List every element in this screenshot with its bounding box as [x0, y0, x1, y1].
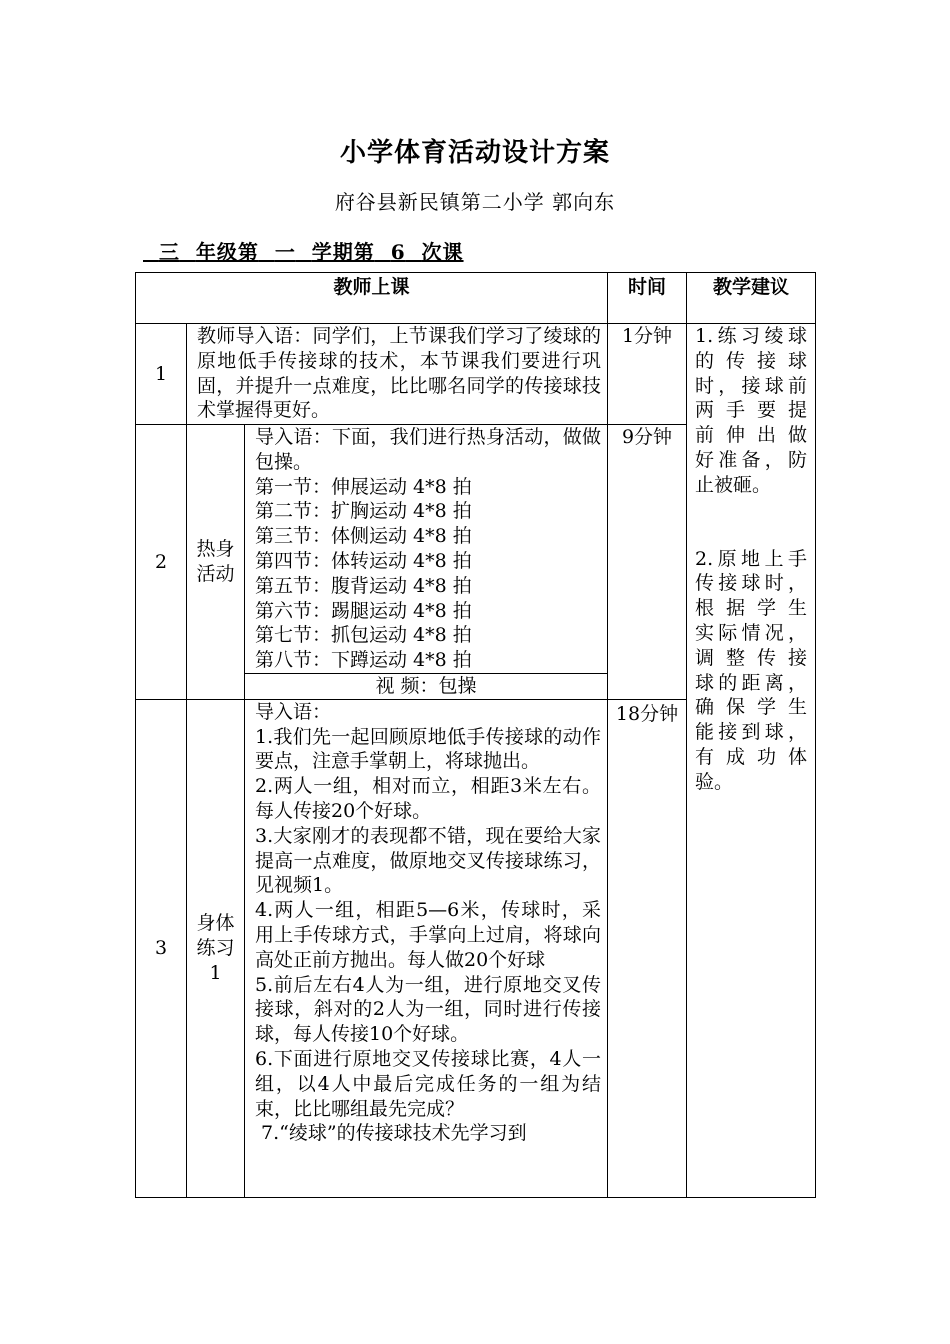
author-line: 府谷县新民镇第二小学 郭向东 [334, 190, 616, 214]
term-value: 一 [274, 240, 296, 264]
advice-line: 传接球时， [695, 572, 807, 595]
list-item: 第一节：伸展运动 4*8 拍 [255, 475, 472, 498]
row-2-content [245, 425, 608, 674]
row-2-intro: 导入语：下面，我们进行热身活动，做做包操。 [255, 426, 601, 473]
page-title: 小学体育活动设计方案 [339, 138, 610, 168]
list-item: 1.我们先一起回顾原地低手传接球的动作要点，注意手掌朝上，将球抛出。 [255, 725, 601, 773]
row-number: 2 [136, 425, 187, 700]
row-3-content [245, 699, 608, 1197]
list-item: 第六节：踢腿运动 4*8 拍 [255, 599, 472, 622]
row-3-intro: 导入语： [255, 700, 332, 723]
row-3-time: 18分钟 [608, 699, 687, 1197]
header-teacher: 教师上课 [136, 273, 608, 324]
advice-line: 止被砸。 [695, 473, 772, 496]
row-1-time: 1分钟 [608, 324, 687, 425]
advice-cell [687, 324, 816, 1198]
grade-suffix: 年级第 [195, 240, 259, 264]
lesson-plan-table [135, 272, 816, 1198]
list-item: 5.前后左右4人为一组，进行原地交叉传接球，斜对的2人为一组，同时进行传接球，每人传接10个好球。 [255, 973, 601, 1046]
advice-line: 好准备，防 [695, 448, 807, 471]
list-item: 第四节：体转运动 4*8 拍 [255, 549, 472, 572]
list-item: 第三节：体侧运动 4*8 拍 [255, 525, 472, 548]
table-header-row [136, 273, 816, 324]
lesson-info [143, 236, 464, 265]
table-row [136, 324, 816, 425]
advice-line: 验。 [695, 770, 734, 793]
list-item: 7.“绫球”的传接球技术先学习到 [255, 1122, 527, 1145]
term-suffix: 学期第 [311, 240, 375, 264]
list-item: 第二节：扩胸运动 4*8 拍 [255, 500, 472, 523]
advice-line: 1.练习绫球 [695, 325, 807, 347]
list-item: 第八节：下蹲运动 4*8 拍 [255, 649, 472, 672]
header-advice: 教学建议 [687, 273, 816, 324]
advice-line: 确 保 学 生 [695, 696, 807, 719]
lesson-suffix: 次课 [421, 240, 464, 264]
advice-line: 时，接球前 [695, 374, 807, 397]
video-label: 视 频：包操 [245, 674, 608, 700]
advice-line: 调 整 传 接 [695, 646, 807, 669]
advice-line: 实际情况， [695, 621, 807, 644]
row-number: 3 [136, 699, 187, 1197]
list-item: 6.下面进行原地交叉传接球比赛，4人一组，以4人中最后完成任务的一组为结束，比比哪组最先完成？ [255, 1047, 601, 1120]
lesson-number: 6 [390, 240, 406, 264]
advice-line: 2.原地上手 [695, 547, 807, 570]
row-number: 1 [136, 324, 187, 425]
list-item: 4.两人一组，相距5—6米，传球时，采用上手传球方式，手掌向上过肩，将球向高处正前方抛出。每人做20个好球 [255, 899, 601, 971]
list-item: 第七节：抓包运动 4*8 拍 [255, 624, 472, 647]
row-3-category: 身体练习1 [187, 699, 245, 1197]
advice-line: 有 成 功 体 [695, 745, 807, 768]
advice-line: 能接到球， [695, 721, 807, 744]
grade-value: 三 [158, 240, 180, 264]
advice-line: 根 据 学 生 [695, 597, 807, 620]
advice-line: 前 伸 出 做 [695, 424, 807, 447]
row-1-text: 教师导入语：同学们，上节课我们学习了绫球的原地低手传接球的技术，本节课我们要进行巩固，并提升一点难度，比比哪名同学的传接球技术掌握得更好。 [187, 324, 608, 425]
advice-line: 两 手 要 提 [695, 399, 807, 422]
row-2-time: 9分钟 [608, 425, 687, 700]
advice-line: 的 传 接 球 [695, 349, 807, 372]
list-item: 2.两人一组，相对而立，相距3米左右。每人传接20个好球。 [255, 775, 601, 822]
advice-line: 球的距离， [695, 671, 807, 694]
list-item: 第五节：腹背运动 4*8 拍 [255, 574, 472, 597]
list-item: 3.大家刚才的表现都不错，现在要给大家提高一点难度，做原地交叉传接球练习，见视频1。 [255, 824, 601, 897]
header-time: 时间 [608, 273, 687, 324]
row-2-category: 热身活动 [187, 425, 245, 700]
